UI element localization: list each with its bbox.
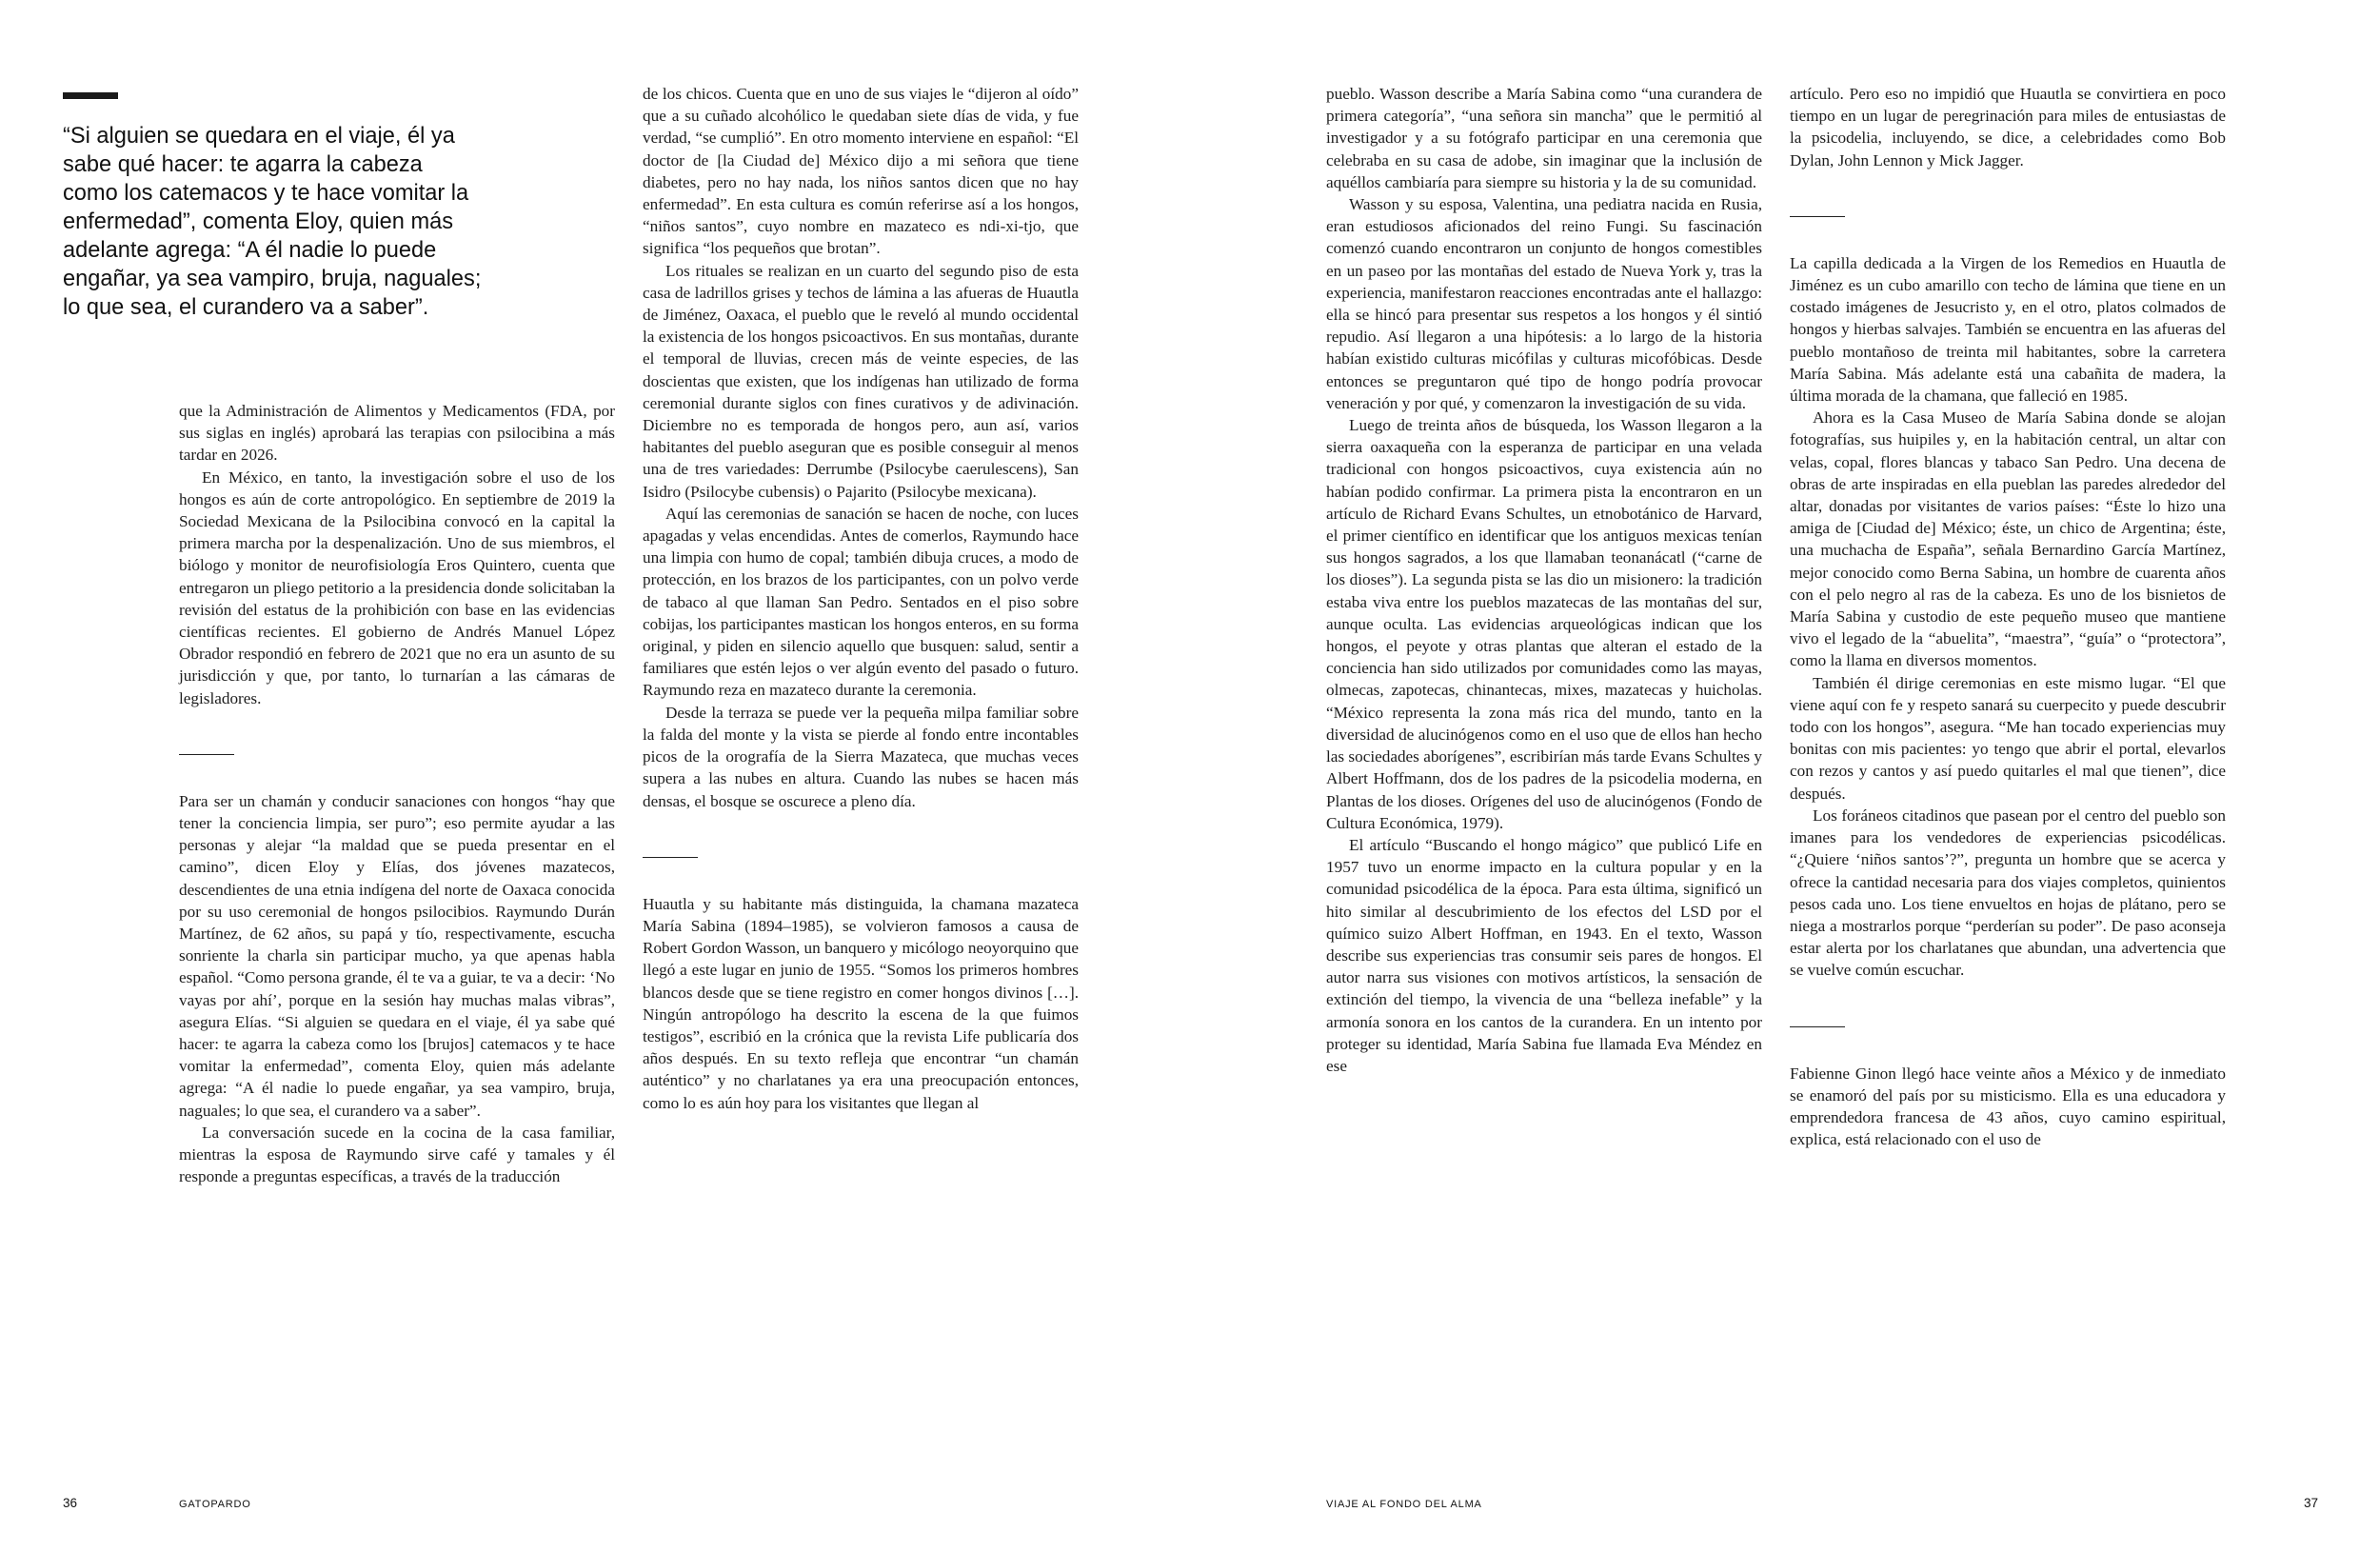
- paragraph: La capilla dedicada a la Virgen de los Remedios en Huautla de Jiménez es un cubo amarillo con techo de lámina que tiene en un costado imágenes de Jesucristo y, en el otro, platos colmados de hongos y hierbas salvajes. También se encuentra en las afueras del pueblo montañoso de treinta mil habitantes, sobre la carretera María Sabina. Más adelante está una cabañita de madera, la última morada de la chamana, que falleció en 1985.: [1790, 253, 2226, 406]
- magazine-name: GATOPARDO: [179, 1499, 251, 1510]
- paragraph: Para ser un chamán y conducir sanaciones con hongos “hay que tener la conciencia limpia, ser puro”; eso permite ayudar a las personas y alejar “la maldad que se pueda presentar en el camino”, dicen Eloy y Elías, dos jóvenes mazatecos, descendientes de una etnia indígena del norte de Oaxaca conocida por su uso ceremonial de hongos psilocibios. Raymundo Durán Martínez, de 62 años, su papá y tío, respectivamente, escucha sonriente la charla sin participar mucho, ya que apenas habla español. “Como persona grande, él te va a guiar, te va a decir: ‘No vayas por ahí’, porque en la sesión hay muchas malas vibras”, asegura Elías. “Si alguien se quedara en el viaje, él ya sabe qué hacer: te agarra la cabeza como los [brujos] catemacos y te hace vomitar la enfermedad”, comenta Eloy, quien más adelante agrega: “A él nadie lo puede engañar, ya sea vampiro, bruja, naguales; lo que sea, el curandero va a saber”.: [179, 791, 615, 1120]
- paragraph: La conversación sucede en la cocina de la casa familiar, mientras la esposa de Raymundo sirve café y tamales y él responde a preguntas específicas, a través de la traducción: [179, 1123, 615, 1186]
- column-3: [1326, 83, 1762, 1077]
- pull-quote: “Si alguien se quedara en el viaje, él ya sabe qué hacer: te agarra la cabeza como los catemacos y te hace vomitar la enfermedad”, comenta Eloy, quien más adelante agrega: “A él nadie lo puede engañar, ya sea vampiro, bruja, naguales; lo que sea, el curandero va a saber”.: [63, 124, 482, 320]
- page-number-right: 37: [2304, 1496, 2319, 1510]
- column-1: [179, 400, 615, 1188]
- paragraph: Huautla y su habitante más distinguida, la chamana mazateca María Sabina (1894–1985), se volvieron famosos a causa de Robert Gordon Wasson, un banquero y micólogo neoyorquino que llegó a este lugar en junio de 1955. “Somos los primeros hombres blancos desde que se tiene registro en comer hongos divinos […]. Ningún antropólogo ha descrito la escena de la que fuimos testigos”, escribió en la crónica que la revista Life publicaría dos años después. En su texto refleja que encontrar “un chamán auténtico” y no charlatanes ya era una preocupación entonces, como lo es aún hoy para los visitantes que llegan al: [643, 894, 1079, 1112]
- paragraph: También él dirige ceremonias en este mismo lugar. “El que viene aquí con fe y respeto sanará su cuerpecito y puede descubrir todo con los hongos”, asegura. “Me han tocado experiencias muy bonitas con mis pacientes: yo tengo que abrir el portal, elevarlos con rezos y cantos y así puedo quitarles el mal que tienen”, dice después.: [1790, 673, 2226, 803]
- paragraph: En México, en tanto, la investigación sobre el uso de los hongos es aún de corte antropológico. En septiembre de 2019 la Sociedad Mexicana de la Psilocibina convocó en la capital la primera marcha por la despenalización. Uno de sus miembros, el biólogo y monitor de neurofisiología Eros Quintero, cuenta que entregaron un pliego petitorio a la presidencia donde solicitaban la revisión del estatus de la prohibición con base en las evidencias científicas recientes. El gobierno de Andrés Manuel López Obrador respondió en febrero de 2021 que no era un asunto de su jurisdicción y que, por tanto, lo turnarían a las cámaras de legisladores.: [179, 468, 615, 707]
- paragraph: Ahora es la Casa Museo de María Sabina donde se alojan fotografías, sus huipiles y, en la habitación central, un altar con velas, copal, flores blancas y tabaco San Pedro. Una decena de obras de arte inspiradas en ella pueblan las paredes alrededor del altar, donadas por visitantes de varios países: “Éste lo hizo una amiga de [Ciudad de] México; éste, un chico de Argentina; éste, una muchacha de España”, señala Bernardino García Martínez, mejor conocido como Berna Sabina, un hombre de cuarenta años con el pelo negro al ras de la cabeza. Es uno de los bisnietos de María Sabina y custodio de este pequeño museo que mantiene vivo el legado de la “abuelita”, “maestra”, “guía” o “protectora”, como la llama en diversos momentos.: [1790, 408, 2226, 670]
- section-separator: [1790, 216, 1845, 217]
- paragraph: Los foráneos citadinos que pasean por el centro del pueblo son imanes para los vendedores de experiencias psicodélicas. “¿Quiere ‘niños santos’?”, pregunta un hombre que se acerca y ofrece la cantidad necesaria para dos viajes completos, quinientos pesos cada uno. Los tiene envueltos en hojas de plátano, pero se niega a mostrarlos porque “perderían su poder”. De paso aconseja estar alerta por los charlatanes que abundan, una advertencia que se vuelve común escuchar.: [1790, 806, 2226, 980]
- paragraph: Luego de treinta años de búsqueda, los Wasson llegaron a la sierra oaxaqueña con la esperanza de participar en una velada tradicional con hongos psicoactivos, cuya existencia aún no habían podido confirmar. La primera pista la encontraron en un artículo de Richard Evans Schultes, un etnobotánico de Harvard, el primer científico en identificar que los antiguos mexicas tenían sus hongos sagrados, a los que llamaban teonanácatl (“carne de los dioses”). La segunda pista se las dio un misionero: la tradición estaba viva entre los pueblos mazatecas de las montañas del sur, aunque oculta. Las evidencias arqueológicas indican que los hongos, el peyote y otras plantas que alteran el estado de la conciencia han sido utilizados por comunidades como las mayas, olmecas, zapotecas, chinantecas, mixes, mazatecas y huicholas. “México representa la zona más rica del mundo, tanto en la diversidad de alucinógenos como en el uso que de ellos han hecho las sociedades aborígenes”, escribirían más tarde Evans Schultes y Albert Hoffmann, dos de los padres de la psicodelia moderna, en Plantas de los dioses. Orígenes del uso de alucinógenos (Fondo de Cultura Económica, 1979).: [1326, 416, 1762, 832]
- paragraph: Wasson y su esposa, Valentina, una pediatra nacida en Rusia, eran estudiosos aficionados del reino Fungi. Su fascinación comenzó cuando encontraron un conjunto de hongos comestibles en un paseo por las montañas del estado de Nueva York y, tras la experiencia, manifestaron reacciones encontradas ante el hallazgo: ella se hincó para presentar sus respetos a los hongos y él sintió repudio. Así llegaron a una hipótesis: a lo largo de la historia habían existido culturas micófilas y culturas micofóbicas. Desde entonces se preguntaron qué tipo de hongo podría provocar veneración y por qué, y comenzaron la investigación de su vida.: [1326, 195, 1762, 412]
- paragraph: pueblo. Wasson describe a María Sabina como “una curandera de primera categoría”, “una señora sin mancha” que le permitió al investigador y a su fotógrafo participar en una ceremonia que celebraba en su casa de adobe, sin imaginar que la inclusión de aquéllos cambiaría para siempre su historia y la de su comunidad.: [1326, 85, 1762, 191]
- section-separator: [643, 857, 698, 858]
- pull-quote-rule: [63, 92, 118, 99]
- paragraph: de los chicos. Cuenta que en uno de sus viajes le “dijeron al oído” que a su cuñado alcohólico le quedaban siete días de vida, y fue verdad, “se cumplió”. En otro momento interviene en español: “El doctor de [la Ciudad de] México dijo a mi señora que tiene diabetes, pero no hay nada, los niños santos dicen que no hay enfermedad”. En esta cultura es común referirse así a los hongos, “niños santos”, cuyo nombre en mazateco es ndi-xi-tjo, que significa “los pequeños que brotan”.: [643, 85, 1079, 258]
- paragraph: que la Administración de Alimentos y Medicamentos (FDA, por sus siglas en inglés) aprobará las terapias con psilocibina a más tardar en 2026.: [179, 402, 615, 465]
- page-number-left: 36: [63, 1496, 78, 1510]
- section-separator: [179, 754, 234, 755]
- paragraph: Desde la terraza se puede ver la pequeña milpa familiar sobre la falda del monte y la vista se pierde al fondo entre incontables picos de la orografía de la Sierra Mazateca, que muchas veces supera a las nubes en altura. Cuando las nubes se hacen más densas, el bosque se oscurece a pleno día.: [643, 703, 1079, 810]
- paragraph: El artículo “Buscando el hongo mágico” que publicó Life en 1957 tuvo un enorme impacto en la cultura popular y en la comunidad psicodélica de la época. Para esta última, significó un hito similar al descubrimiento de los efectos del LSD por el químico suizo Albert Hoffman, en 1943. En el texto, Wasson describe sus experiencias tras consumir seis pares de hongos. El autor narra sus visiones con motivos artísticos, la sensación de extinción del tiempo, la vivencia de una “belleza inefable” y la armonía sonora en los cantos de la curandera. En un intento por proteger su identidad, María Sabina fue llamada Eva Méndez en ese: [1326, 835, 1762, 1075]
- paragraph: Los rituales se realizan en un cuarto del segundo piso de esta casa de ladrillos grises y techos de lámina a las afueras de Huautla de Jiménez, Oaxaca, el pueblo que le reveló al mundo occidental la existencia de los hongos psicoactivos. En sus montañas, durante el temporal de lluvias, crecen más de veinte especies, de las doscientas que existen, que los indígenas han utilizado de forma ceremonial durante siglos con fines curativos y de adivinación. Diciembre no es temporada de hongos pero, aun así, varios habitantes del pueblo aseguran que es posible conseguir al menos una de tres variedades: Derrumbe (Psilocybe caerulescens), San Isidro (Psilocybe cubensis) o Pajarito (Psilocybe mexicana).: [643, 261, 1079, 501]
- column-4: [1790, 83, 2226, 1150]
- section-title: VIAJE AL FONDO DEL ALMA: [1326, 1499, 1482, 1510]
- column-2: [643, 83, 1079, 1114]
- paragraph: artículo. Pero eso no impidió que Huautla se convirtiera en poco tiempo en un lugar de peregrinación para miles de entusiastas de la psicodelia, incluyendo, se dice, a celebridades como Bob Dylan, John Lennon y Mick Jagger.: [1790, 85, 2226, 169]
- paragraph: Fabienne Ginon llegó hace veinte años a México y de inmediato se enamoró del país por su misticismo. Ella es una educadora y emprendedora francesa de 43 años, cuyo camino espiritual, explica, está relacionado con el uso de: [1790, 1064, 2226, 1149]
- paragraph: Aquí las ceremonias de sanación se hacen de noche, con luces apagadas y velas encendidas. Antes de comerlos, Raymundo hace una limpia con humo de copal; también dibuja cruces, a modo de protección, en los brazos de los participantes, con un polvo verde de tabaco al que llaman San Pedro. Sentados en el piso sobre cobijas, los participantes mastican los hongos enteros, en su forma original, y piden en silencio aquello que busquen: salud, sentir a familiares que estén lejos o ver algún evento del pasado o futuro. Raymundo reza en mazateco durante la ceremonia.: [643, 504, 1079, 700]
- section-separator: [1790, 1026, 1845, 1027]
